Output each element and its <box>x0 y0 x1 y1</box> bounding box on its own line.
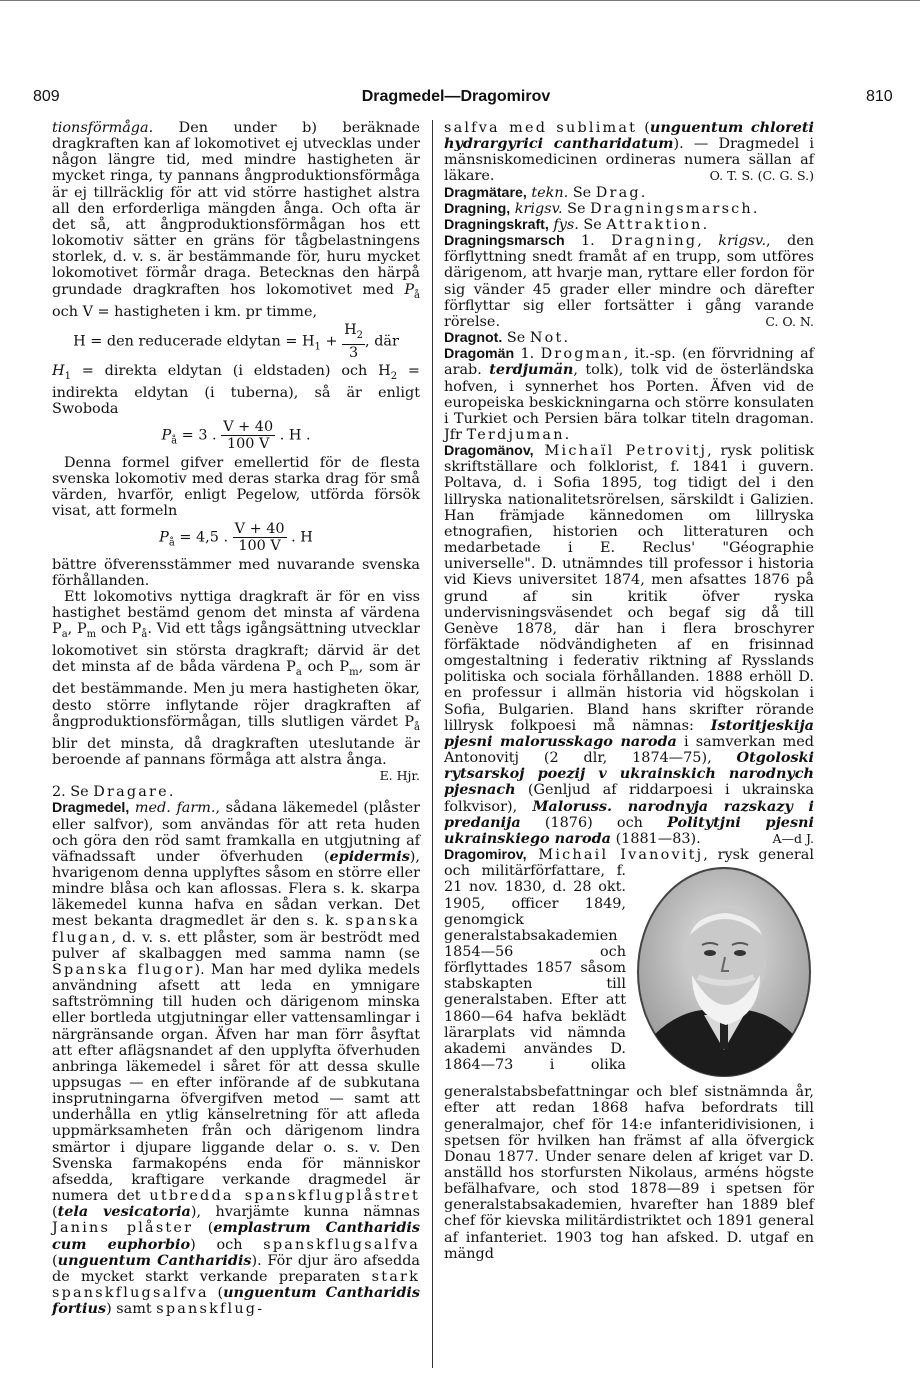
symbol: H <box>52 362 65 379</box>
text: . Vid ett tågs igångsättning utvecklar lokomotivet sin största dragkraft; därvid är det det minsta af de båda värdena P <box>52 621 420 676</box>
text: och P <box>301 659 350 676</box>
formula-text: . H . <box>275 427 311 444</box>
paragraph-useful-force <box>52 589 420 784</box>
text: och P <box>96 621 142 638</box>
latin-term: tela vesicatoria <box>57 1203 191 1221</box>
subject-abbr: krigsv. <box>718 233 767 250</box>
entry-dragningsmarsch <box>444 233 814 330</box>
fraction <box>233 521 287 554</box>
subscript: 2 <box>356 329 364 341</box>
headword: Dragningsmarsch <box>444 233 565 250</box>
fraction-denominator: 100 V <box>226 436 270 453</box>
portrait-dragomirov <box>634 865 814 1080</box>
text: , it.-sp. (en förvridning af arab. <box>444 346 814 379</box>
subscript: å <box>414 721 420 733</box>
subscript: m <box>349 667 359 679</box>
latin-term: unguentum Cantharidis fortius <box>52 1284 420 1318</box>
right-column <box>444 120 814 1262</box>
subject-abbr: krigsv. <box>510 200 563 217</box>
formula-text: P <box>161 427 172 444</box>
paragraph-locomotive-capacity <box>52 120 420 320</box>
text: ), hvarjämte kunna nämnas <box>190 1204 420 1221</box>
text: ) och <box>190 1236 264 1253</box>
text: ), hvarigenom denna upplyftes såsom en större eller mindre blåsa och kan aflossas. Flera s. k. skarpa läkemedel kunna hafva en sådan verkan. Det mest bekanta dragmedlet är den s. k. <box>52 848 420 930</box>
subscript: å <box>414 289 420 301</box>
headword: Dragmedel, <box>52 800 130 817</box>
spaced-term: salfva med sublimat <box>444 120 638 136</box>
entry-dragnot <box>444 330 814 346</box>
text: , d. v. s. ett plåster, som är beströdt med pulver af skalbaggen med samma namn (se <box>52 929 420 962</box>
latin-term: unguentum Cantharidis <box>57 1251 252 1269</box>
cross-reference[interactable]: Spanska flugor <box>52 961 195 978</box>
text: ( <box>193 1220 214 1237</box>
text: ( <box>637 120 650 136</box>
formula-eldytan <box>52 322 420 361</box>
entry-dragningskraft <box>444 217 814 233</box>
foreign-term: terdjumän <box>489 361 574 379</box>
subscript: å <box>168 537 175 549</box>
text: , tolk), tolk vid de österländska hofven, i synnerhet hos Porten. Äfven vid de europeiska beskickningarna och större konsulaten i Turkiet och Persien bära tolkar titeln dragoman. Jfr <box>444 362 815 443</box>
entry-dragning <box>444 201 814 217</box>
person-name: Michail Ivanovitj <box>526 847 704 864</box>
text: Se <box>578 216 607 233</box>
subscript: 2 <box>390 370 398 382</box>
text: , den förflyttning snedt framåt af en trupp, som utföres därigenom, att hvarje man, ryttare eller fordon för sig vänder 45 grader eller mindre och därefter förflyttar sig eller fortsätter i gång varande rörelse. <box>444 233 814 330</box>
paragraph-direct-indirect <box>52 363 420 417</box>
formula-text: . H <box>286 529 313 546</box>
running-title: Dragmedel—Dragomirov <box>361 88 551 105</box>
text: ) samt <box>106 1301 157 1318</box>
formula-text: P <box>159 529 169 546</box>
column-divider <box>432 120 433 1368</box>
latin-term: emplastrum Cantharidis cum euphorbio <box>52 1219 420 1253</box>
text: (1876) och <box>520 814 668 831</box>
text: ( <box>52 1204 58 1221</box>
subject-abbr: tekn. <box>526 184 569 201</box>
formula-text: + <box>320 333 343 350</box>
spaced-term: spanska flugan <box>52 913 420 946</box>
headword: Dragmätare, <box>444 184 527 201</box>
text: 1. <box>564 233 612 250</box>
entry-dragmatare <box>444 185 814 201</box>
person-name: Michaïl Petrovitj <box>533 443 708 460</box>
latin-term: epidermis <box>329 847 410 865</box>
headword: Dragomän <box>444 346 515 363</box>
work-title: Maloruss. narodnyja razskazy i predanija <box>444 797 814 831</box>
text: , sådana läkemedel (plåster eller salfvor), som användas för att reta huden och göra den röd samt framkalla en utgjutning af väfnadssaft under öfverhuden ( <box>52 800 421 865</box>
subscript: 1 <box>314 341 321 353</box>
text: och V = hastigheten i km. pr timme, <box>52 303 318 320</box>
text: Ett lokomotivs nyttiga dragkraft är för en viss hastighet bestämd genom det minsta af värdena P <box>52 588 420 638</box>
cross-reference[interactable]: Drag. <box>595 184 648 201</box>
left-column <box>52 120 420 1317</box>
entry-dragoman <box>444 346 814 443</box>
fraction <box>342 322 365 361</box>
text-italic: tionsförmåga. <box>52 120 154 136</box>
text: blir det minsta, då dragkraften uteslutande är beroende af pannans förmåga att alstra ånga. <box>52 735 420 768</box>
entry-dragomanov <box>444 443 814 847</box>
latin-term: unguentum chloreti hydrargyrici cantharidatum <box>444 119 814 153</box>
text: Se <box>502 330 530 347</box>
subscript: å <box>141 629 148 641</box>
paragraph-see-dragare <box>52 784 420 800</box>
subscript: a <box>295 667 302 679</box>
cross-reference[interactable]: Terdjuman. <box>466 426 572 443</box>
formula-pegelow <box>52 521 420 554</box>
text: ). Man har med dylika medels användning afsett att leda en ymnigare saftströmning till huden och därigenom minska eller bortleda utgjutningar eller vattensamlingar i närgränsande organ. Äfven har man förr åsyftat att efter aflägsnandet af den upplyfta öfverhuden anbringa läkemedel i såret för att dessa skulle uppsugas — en efter införande af de subkutana insprutningarna öfvergifven metod — samt att underhålla en ytlig känselretning för att afleda uppmärksamheten från och därigenom lindra smärtor i djupare liggande delar o. s. v. Den Svenska farmakopéns enda för människor afsedda, kraftigare verkande dragmedel är numera det <box>52 961 420 1205</box>
spaced-term: utbredda spanskflugplåstret <box>149 1188 420 1205</box>
work-title: Politytjni pjesni ukrainskiego naroda <box>444 813 814 847</box>
author-signature: E. Hjr. <box>379 768 420 784</box>
formula-text: = 4,5 . <box>174 529 233 546</box>
fraction <box>221 419 275 452</box>
formula-text: H = den reducerade eldytan = H <box>73 333 315 350</box>
headword: Dragning, <box>444 200 511 217</box>
subscript: 1 <box>64 370 71 382</box>
text: 2. Se <box>52 784 94 801</box>
text: (1881—83). <box>611 830 701 847</box>
text: ( <box>52 1252 58 1269</box>
spaced-term: spanskflug- <box>156 1301 265 1318</box>
page-number-left: 809 <box>33 88 60 105</box>
fraction-numerator: V + 40 <box>234 521 285 538</box>
text: , P <box>67 621 87 638</box>
paragraph-pegelow: Denna formel gifver emellertid för de flesta svenska lokomotiv med deras starka drag för små värden, hvarför, enligt Pegelow, utförda försök visat, att formeln <box>52 454 420 520</box>
formula-text: = 3 . <box>177 427 222 444</box>
text: = direkta eldytan (i eldstaden) och H <box>70 362 391 379</box>
subject-abbr: med. farm. <box>129 800 216 817</box>
spaced-term: spanskflugsalfva <box>263 1236 420 1253</box>
spaced-term: Drogman <box>540 346 624 363</box>
portrait-image <box>634 865 814 1080</box>
work-title: Istoritjeskija pjesni malorusskago naroda <box>444 716 814 750</box>
work-title: Otgoloski rytsarskoj poezij v ukrainskich narodnych pjesnach <box>444 749 814 799</box>
top-rule <box>0 0 920 1</box>
headword: Dragnot. <box>444 330 503 347</box>
subscript: å <box>171 435 178 447</box>
text: , rysk politisk skriftställare och folklorist, f. 1841 i guvern. Poltava, d. i Sofia 1895, tog tidigt del i den lillryska nationalitetsrörelsen, särskildt i Galizien. Han främjade kännedomen om lillryska etnografien, historien och litteraturen och medarbetade i E. Reclus' "Géographie universelle". D. utnämndes till professor i historia vid Kievs universitet 1874, men afsattes 1876 på grund af sin kritik öfver ryska undervisningsväsendet och begaf sig då till Genève 1878, där han i flera broschyrer förfäktade nödvändigheten af en frisinnad omgestaltning i federativ riktning af Rysslands politiska och sociala förhållanden. 1888 erhöll D. en professur i allmän historia vid högskolan i Sofia, Bulgarien. Bland hans skrifter rörande lillrysk folkpoesi må nämnas: <box>444 443 814 734</box>
text: Den under b) beräknade dragkraften kan af lokomotivet ej utvecklas under någon längre tid, med mindre hastigheten är mycket ringa, ty pannans ångproduktionsförmåga är ej tillräcklig för att vid större hastighet alstra all den erforderliga mängden ånga. Och ofta är det så, att ångproduktionsförmågan hos ett lokomotiv sätter en gräns för tågbelastningens storlek, d. v. s. är bestämmande för, huru mycket lokomotivet förmår draga. Betecknas den härpå grundade dragkraften hos lokomotivet med <box>52 120 420 298</box>
text: ( <box>208 1285 224 1302</box>
author-signature: O. T. S. (C. G. S.) <box>709 168 814 184</box>
text: 1. <box>514 346 541 363</box>
spaced-term: Janins plåster <box>52 1220 194 1237</box>
entry-dragomirov <box>444 847 814 1262</box>
entry-dragmedel-continued <box>444 120 814 185</box>
author-signature: C. O. N. <box>765 313 814 329</box>
page-number-right: 810 <box>866 88 893 105</box>
fraction-numerator: V + 40 <box>223 419 274 436</box>
fraction-denominator: 100 V <box>238 538 281 555</box>
paragraph-better-fit: bättre öfverensstämmer med nuvarande svenska förhållanden. <box>52 556 420 589</box>
cross-reference[interactable]: Dragare. <box>93 784 176 801</box>
cross-reference[interactable]: Attraktion. <box>606 216 710 233</box>
fraction-denominator: 3 <box>349 344 359 361</box>
spaced-term: Dragning <box>611 233 698 250</box>
text: ). — Dragmedel i mänsniskomedicinen ordineras numera sällan af läkare. <box>444 136 815 185</box>
headword: Dragomirov, <box>444 847 527 864</box>
formula-text: , där <box>365 333 399 350</box>
text: , rysk general och militärförfattare, f. 21 nov. 1830, d. 28 okt. 1905, officer 1849, genomgick generalstabsakademien 1854—56 och förflyttades 1857 såsom stabskapten till generalstaben. Efter att 1860—64 hafva beklädt lärarplats vid nämnda akademi användes D. 1864—73 i olika generalstabsbefattningar och blef sistnämnda år, efter att redan 1868 hafva befordrats till generalmajor, chef för 14:e infanteridivisionen, i spetsen för hvilken han främst af alla öfvergick Donau 1877. Under senare delen af kriget var D. anställd hos storfursten Nikolaus, arméns högste befälhafvare, och stod 1878—89 i spetsen för generalstabsakademien, hvarefter han 1889 blef chef för kievska militärdistriktet och 1891 general af infanteriet. 1903 tog han afsked. D. utgaf en mängd <box>444 847 814 1262</box>
text: ). För djur äro afsedda de mycket starkt verkande preparaten <box>52 1252 420 1285</box>
text: , <box>697 233 719 250</box>
headword: Dragomänov, <box>444 443 534 460</box>
spaced-term: stark spanskflugsalfva <box>52 1268 420 1302</box>
symbol: P <box>404 281 415 298</box>
subject-abbr: fys. <box>548 216 579 233</box>
headword: Dragningskraft, <box>444 216 549 233</box>
text: = indirekta eldytan (i tuberna), så är enligt Swoboda <box>52 362 420 418</box>
entry-dragmedel <box>52 800 420 1317</box>
fraction-numerator <box>342 322 365 345</box>
author-signature: A—d J. <box>772 830 814 846</box>
formula-swoboda <box>52 419 420 452</box>
subscript: m <box>86 629 97 641</box>
cross-reference[interactable]: Dragningsmarsch. <box>590 200 760 217</box>
text: Se <box>562 200 591 217</box>
cross-reference[interactable]: Not. <box>529 330 571 347</box>
formula-text: H <box>344 321 357 338</box>
text: , som är det bestämmande. Men ju mera hastigheten ökar, desto större inflytande röjer dragkraften af ångproduktionsförmågan, tills slutligen värdet P <box>52 659 420 730</box>
text: Se <box>568 184 596 201</box>
subscript: a <box>61 629 68 641</box>
text: (Genljud af riddarpoesi i ukrainska folkvisor), <box>444 782 814 815</box>
text: i samverkan med Antonovitj (2 dlr, 1874—75), <box>444 733 814 767</box>
